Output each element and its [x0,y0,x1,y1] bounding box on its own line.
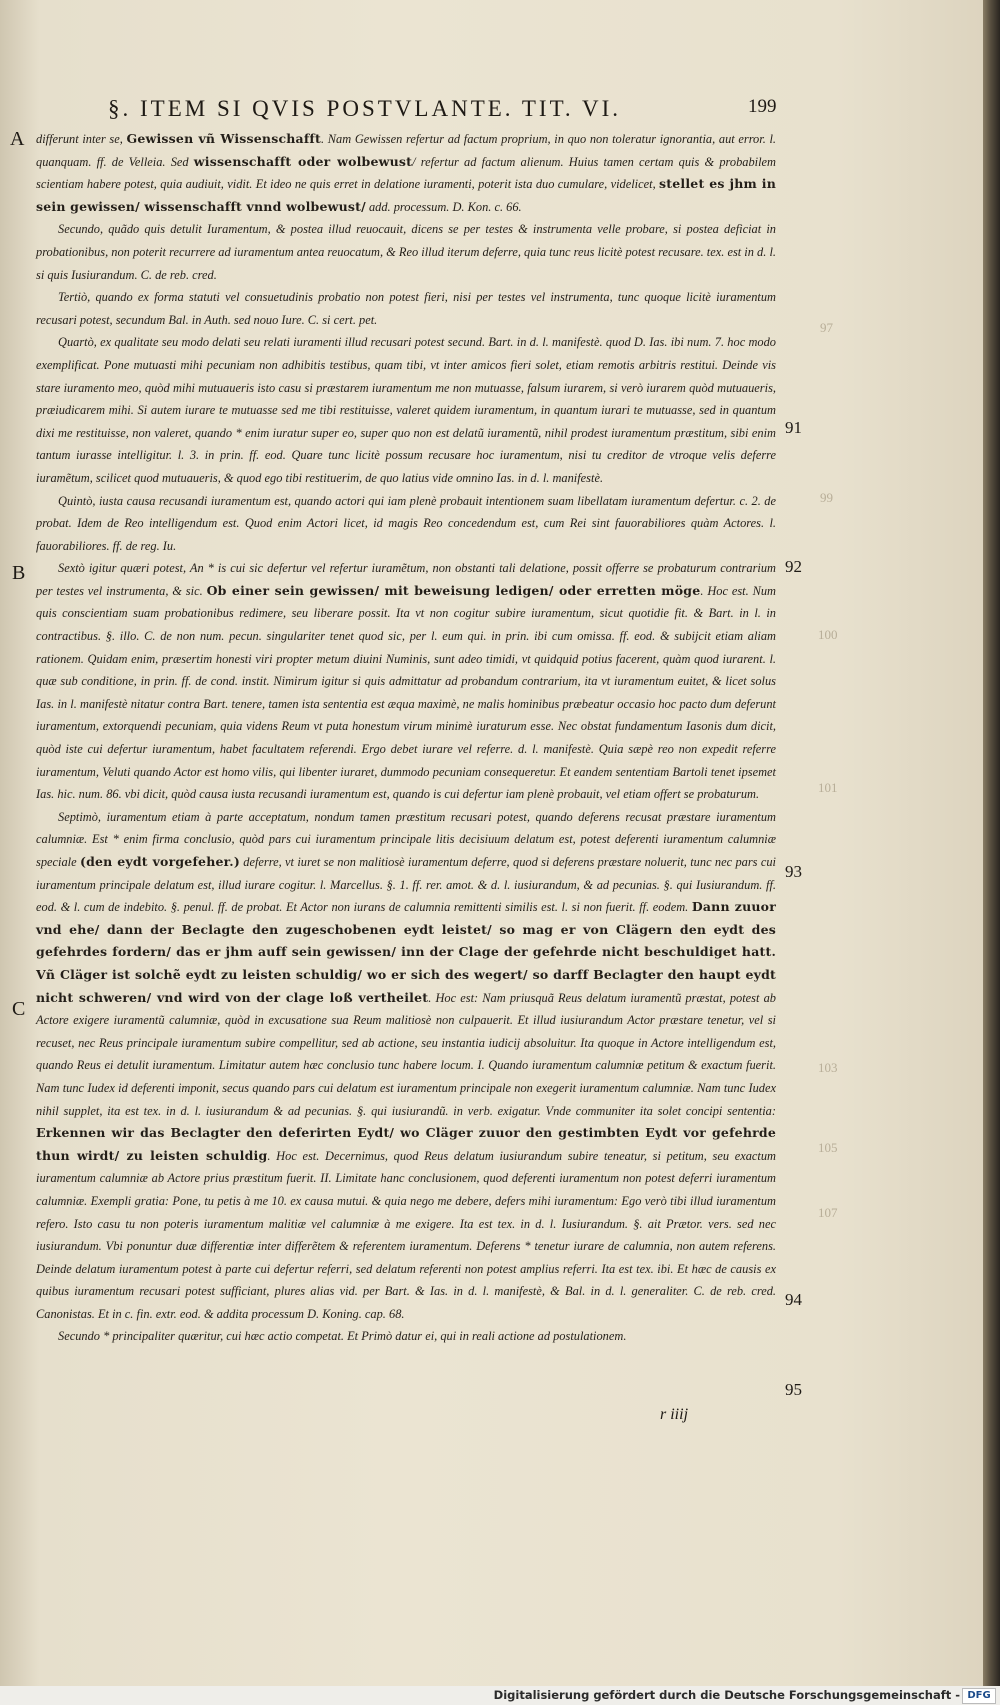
paragraph [36,557,776,806]
latin-text: Secundo, quãdo quis detulit Iuramentum, & postea illud reuocauit, dicens se per testes & instrumenta velle probare, si postea deficiat in probationibus, non poterit recurrere ad iuramentum antea reuocatum, & Reo illud iterum deferre, quia tunc reus licitè potest recusare. tex. est in d. l. si quis Iusiurandum. C. de reb. cred. [36,222,776,282]
latin-text: deferre, vt iuret se non malitiosè iuramentum deferre, quod si deferens præstare noluerit, tunc nec pars cui iuramentum principale delatum est, illud iurare cogitur. l. Marcellus. §. 1. ff. rer. amot. & d. l. iusiurandum, & ad pecunias. §. qui Iusiurandum. ff. eod. & l. cum de indebito. §. penul. ff. de probat. Et Actor non iurans de calumnia remittenti similis est. l. si non fuerit. ff. eodem. [36,855,776,915]
latin-text: differunt inter se, [36,132,127,146]
latin-text: Quartò, ex qualitate seu modo delati seu relati iuramenti illud recusari potest secund. Bart. in d. l. manifestè. quod D. Ias. ibi num. 7. hoc modo exemplificat. Pone mutuasti mihi pecuniam non adhibitis testibus, quam tibi, vt inter amicos fieri solet, etiam remotis arbitris restitui. Deinde vis stare iuramento meo, quòd mihi mutuaueris isto casu si præstarem iuramentum me non mutuasse, falsum iurarem, si verò iurarem quòd mutuaueris, præiudicarem mihi. Si autem iurare te mutuasse sed me tibi restituisse, valeret quidem iuramentum, in quantum iurari te mutuasse, sed in quantum dixi me restituisse, non valeret, quando * enim iuratur super eo, super quo non est delatũ iuramentũ, nihil prodest iuramentum præstitum, sibi enim tantum iurasse intelligitur. l. 3. in prin. ff. eod. Quare tunc licitè possum recusare hoc iuramentum, nisi tu creditor de vtroque velis deferre iuramẽtum, scilicet quod mutuaueris, & quod ego tibi restituerim, de quo latius vide omnino Ias. in d. l. manifestè. [36,335,776,485]
paragraph [36,490,776,558]
section-letter-a: A [10,128,25,150]
latin-text: . Hoc est: Nam priusquã Reus delatum iuramentũ præstat, potest ab Actore exigere iuramentũ calumniæ, quòd in excusatione sua Reum malitiosè non culpauerit. Et illud iusiurandum Actor præstare tenetur, vel si recuset, nec Reus principale iuramentum subire compellitur, sed ab actione, seu instantia iudicij absoluitur. Ita quoque in Actore intelligendum est, quando Reus ei detulit iuramentum. Limitatur autem hæc conclusio tunc habere locum. I. Quando iuramentum calumniæ petitum & exactum fuerit. Nam tunc Iudex id deferenti imponit, secus quando pars cui delatum est iuramentum principale non exegerit iuramentum calumniæ. Nam tunc Iudex nihil supplet, ita est tex. in d. l. iusiurandum & ad pecunias. §. qui iusiurandũ. in verb. exigatur. Vnde communiter ita solet concipi sententia: [36,990,776,1118]
german-blackletter-text: stellet es jhm in sein gewissen/ wissenschafft vnnd wolbewust/ [36,176,776,214]
latin-text: . Hoc est. Num quis conscientiam suam probationibus redimere, seu liberare possit. Ita vt non cogitur subire iuramentum, sicut quotidie fit. & Bart. in l. in contractibus. §. illo. C. de non num. pecun. singulariter tenet quod sic, per l. eum qui. in prin. ibi cum omissa. ff. eod. & subijcit etiam aliam rationem. Quidam enim, præsertim honesti viri propter metum diuini Numinis, sunt adeo timidi, vt quidquid potius facerent, quàm quod iurarent. l. quæ sub conditione, in prin. ff. de cond. instit. Nimirum igitur si quis admittatur ad probandum contrarium, ita vt iuramentum euitet, & licet solus Ias. in l. manifestè nitatur contra Bart. tenere, tamen ista sententia est æqua maximè, ne malis hominibus præbeatur occasio hoc pacto dum deferunt iuramentum, extorquendi pecuniam, quia videns Reum vt puta honestum virum minimè iuraturum esse. Nec obstat fundamentum Iasonis dum dicit, quòd iste cui defertur iuramentum, habet facultatem referendi. Ergo debet iurare vel referre. d. l. manifestè. Quia sæpè reo non expedit referre iuramentum, Veluti quando Actor est homo vilis, qui libenter iuraret, dummodo pecuniam consequeretur. Et eandem sententiam Bartoli tenet ipsemet Ias. hic. num. 86. vbi dicit, quòd causa iusta recusandi iuramentum est, quando is cui defertur iam plenè probauit, vel etiam offert se probaturum. [36,583,777,802]
latin-text: Secundo * principaliter quæritur, cui hæc actio competat. Et Primò datur ei, qui in reali actione ad postulationem. [58,1329,627,1344]
show-through-number: 97 [820,320,833,335]
folio-number: 199 [748,96,777,117]
latin-text: Sextò igitur quæri potest, An * is cui sic defertur vel refertur iuramẽtum, non obstanti tali delatione, possit offerre se probaturum contrarium per testes vel instrumenta, & sic. [36,561,776,598]
margin-number: 91 [785,418,802,437]
paragraph [36,806,776,1326]
paragraph [36,128,776,218]
latin-text: Tertiò, quando ex forma statuti vel consuetudinis probatio non potest fieri, nisi per testes vel instrumenta, tunc quoque licitè iuramentum recusari potest, secundum Bal. in Auth. sed nouo Iure. C. si cert. pet. [36,290,776,327]
show-through-number: 101 [818,780,838,795]
latin-text: / refertur ad factum alienum. Huius tamen certam quis & probabilem scientiam habere potest, quia audiuit, vidit. Et ideo ne quis erret in delatione iuramenti, poterit ista duo cumulare, videlicet, [36,154,777,192]
printer-signature: r iiij [660,1406,689,1423]
show-through-number: 105 [818,1140,838,1155]
show-through-number: 100 [818,627,838,642]
dfg-logo-icon: DFG [962,1688,996,1704]
margin-number: 93 [785,862,802,881]
paragraph [36,218,776,286]
show-through-number: 99 [820,490,833,505]
latin-text: Quintò, iusta causa recusandi iuramentum est, quando actori qui iam plenè probauit intentionem suam libellatam iuramentum defertur. c. 2. de probat. Idem de Reo intelligendum est. Quod enim Actori licet, id magis Reo concedendum est, cum Rei sint fauorabiliores quàm Actores. l. fauorabiliores. ff. de reg. Iu. [36,493,776,553]
margin-number: 94 [785,1290,802,1309]
digitization-footer [0,1686,1000,1705]
section-letter-c: C [12,998,26,1020]
margin-number: 95 [785,1380,802,1399]
german-blackletter-text: (den eydt vorgefeher.) [79,854,240,869]
german-blackletter-text: Gewissen vñ Wissenschafft [126,131,321,146]
main-text-block [36,128,776,1348]
german-blackletter-text: Erkennen wir das Beclagter den deferirten Eydt/ wo Cläger zuuor den gestimbten Eydt vor gefehrde thun wirdt/ zu leisten schuldig [36,1125,776,1163]
german-blackletter-text: Dann zuuor vnd ehe/ dann der Beclagte den zugeschobenen eydt leistet/ so mag er von Clägern den eydt des gefehrdes fordern/ das er jhm auff sein gewissen/ inn der Clage der gefehrde nicht beschuldiget hatt. Vñ Cläger ist solchẽ eydt zu leisten schuldig/ wo er sich des wegert/ so darff Beclagter den haupt eydt nicht schweren/ vnd wird von der clage loß vertheilet [36,899,776,1005]
german-blackletter-text: wissenschafft oder wolbewust [193,153,413,169]
paragraph [36,331,776,489]
show-through-number: 107 [818,1205,838,1220]
latin-text: . Nam Gewissen refertur ad factum proprium, in quo non toleratur ignorantia, aut error. l. quanquam. ff. de Velleia. Sed [36,132,776,169]
latin-text: add. processum. D. Kon. c. 66. [365,199,522,214]
footer-credit: Digitalisierung gefördert durch die Deutsche Forschungsgemeinschaft - [493,1688,960,1702]
latin-text: . Hoc est. Decernimus, quod Reus delatum iusiurandum subire teneatur, si petitum, seu exactum iuramentum calumniæ ab Actore prius præstitum fuerit. II. Limitate hanc conclusionem, quod deferenti iuramentum non potest deferri iuramentum calumniæ. Exempli gratia: Pone, tu petis à me 10. ex causa mutui. & quia nego me debere, defers mihi iuramentum: Ego verò tibi illud iuramentum refero. Isto casu tu non poteris iuramentum malitiæ vel calumniæ à me exigere. Ita est tex. in d. l. Iusiurandum. §. ait Prætor. vers. sed nec iusiurandum. Vbi ponuntur duæ differentiæ inter differẽtem & referentem iuramentum. Deferens * tenetur iurare de calumnia, non autem referens. Deinde delatum iuramentum potest à parte cui defertur referri, sed delatum referenti non potest amplius referri. Ita est tex. ibi. Et hæc de causis ex quibus iuramentum recusari potest sufficiant, plures alias vid. per Bart. & Ias. in d. l. manifestè, & Bal. in d. l. generaliter. C. de reb. cred. Canonistas. Et in c. fin. extr. eod. & addita processum D. Koning. cap. 68. [36,1148,776,1321]
german-blackletter-text: Ob einer sein gewissen/ mit beweisung ledigen/ oder erretten möge [206,582,701,598]
show-through-number: 103 [818,1060,838,1075]
latin-text: Septimò, iuramentum etiam à parte acceptatum, nondum tamen præstitum recusari potest, quando deferens recusat præstare iuramentum calumniæ. Est * enim firma conclusio, quòd pars cui iuramentum principale litis decisiuum delatum est, potest deferenti iuramentum calumniæ speciale [36,809,776,869]
paragraph [36,1325,776,1348]
margin-number: 92 [785,557,802,576]
paragraph [36,286,776,331]
page-edge [983,0,1000,1705]
running-head: §. ITEM SI QVIS POSTVLANTE. TIT. VI. [108,96,622,121]
section-letter-b: B [12,562,26,584]
